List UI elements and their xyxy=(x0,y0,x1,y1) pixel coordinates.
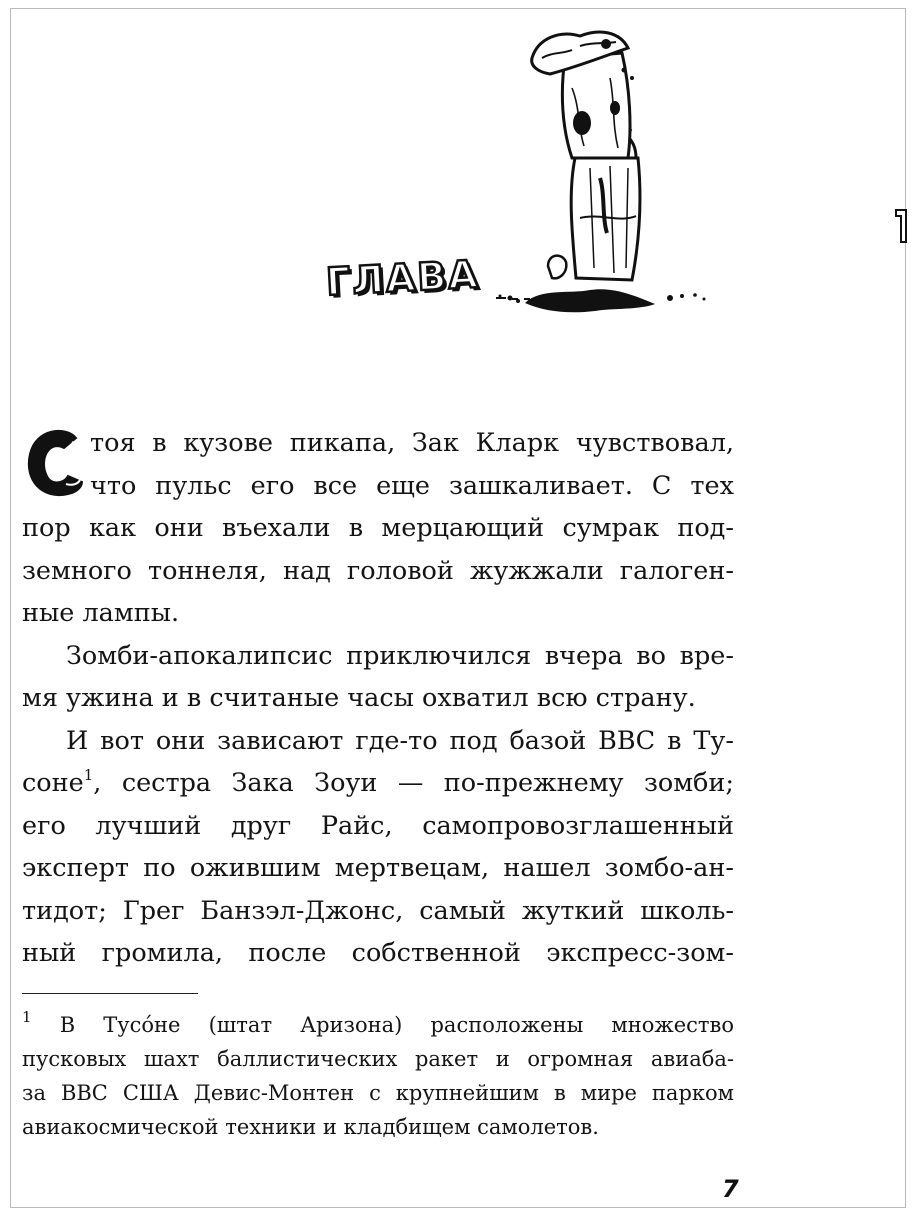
footnote-text: В Тусóне (штат Аризона) расположены множество xyxy=(59,1013,734,1037)
footnote-line: за ВВС США Девис-Монтен с крупнейшим в мире парком xyxy=(22,1081,734,1105)
text-line: пор как они въехали в мерцающий сумрак под- xyxy=(22,513,734,543)
paragraph-1 xyxy=(22,422,734,635)
text-fragment: соне xyxy=(22,768,84,798)
footnote-divider xyxy=(22,993,198,994)
text-line: ные лампы. xyxy=(22,598,180,628)
footnote-line: авиакосмической техники и кладбищем самолетов. xyxy=(22,1115,599,1139)
text-fragment: , сестра Зака Зоуи — по-прежнему зомби; xyxy=(93,768,734,798)
text-line: тидот; Грег Банзэл-Джонс, самый жуткий школь- xyxy=(22,895,734,926)
text-line: тоя в кузове пикапа, Зак Кларк чувствовал, xyxy=(90,428,734,458)
text-line: что пульс его все еще зашкаливает. С тех xyxy=(90,470,734,501)
footnote-marker: 1 xyxy=(22,1008,32,1026)
chapter-header xyxy=(310,18,730,318)
text-line: Зомби-апокалипсис приключился вчера во вре- xyxy=(66,640,734,671)
paragraph-3 xyxy=(22,720,734,975)
text-line: мя ужина и в считаные часы охватил всю страну. xyxy=(22,683,696,713)
drop-cap-letter-icon xyxy=(22,424,86,504)
text-line xyxy=(22,762,734,805)
footnote-line: пусковых шахт баллистических ракет и огромная авиаба- xyxy=(22,1047,734,1071)
footnote-reference[interactable]: 1 xyxy=(83,765,94,784)
paragraph-2 xyxy=(22,635,734,720)
text-line: И вот они зависают где-то под базой ВВС в Ту- xyxy=(66,725,734,756)
drop-cap xyxy=(22,424,86,502)
text-line: его лучший друг Райс, самопровозглашенный xyxy=(22,810,734,841)
body-text xyxy=(22,422,734,975)
footnote-line xyxy=(22,1008,734,1042)
text-line: эксперт по ожившим мертвецам, нашел зомбо-ан- xyxy=(22,853,734,883)
footnote xyxy=(22,1008,734,1144)
text-line: земного тоннеля, над головой жужжали галоген- xyxy=(22,555,734,586)
chapter-word: ГЛАВА xyxy=(324,252,481,304)
text-line: ный громила, после собственной экспресс-зом- xyxy=(22,938,734,968)
page-number: 7 xyxy=(722,1175,739,1203)
page-edge-mark xyxy=(894,208,908,244)
